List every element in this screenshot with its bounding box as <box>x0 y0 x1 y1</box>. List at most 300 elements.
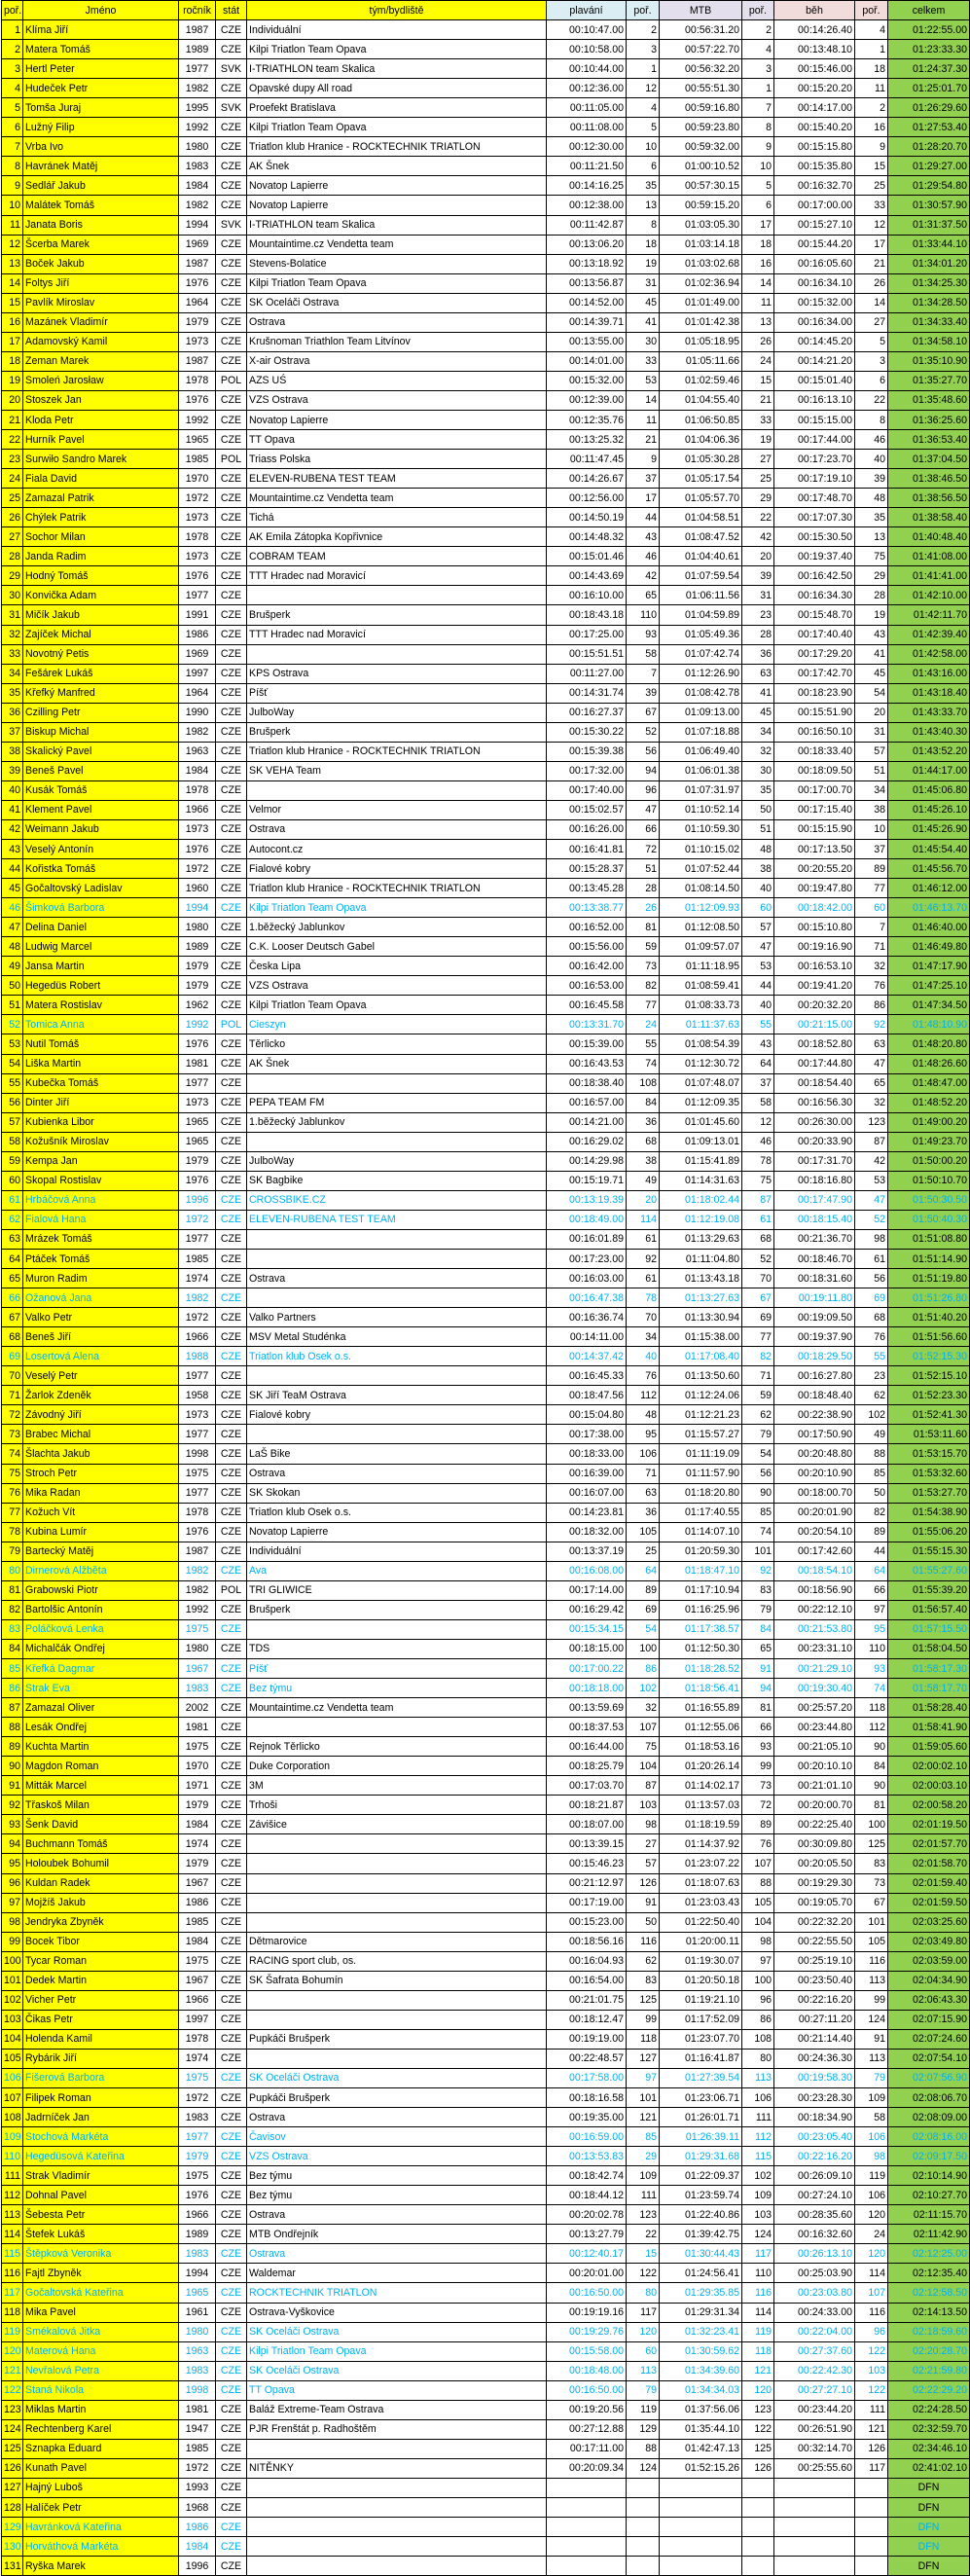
rank-cell: 100 <box>2 1951 23 1971</box>
mtb-rank-cell: 75 <box>742 1171 774 1190</box>
mtb-time-cell: 01:18:47.10 <box>660 1561 742 1580</box>
run-time-cell <box>774 2518 855 2537</box>
year-cell: 1978 <box>179 780 216 800</box>
mtb-time-cell: 01:17:08.40 <box>660 1347 742 1366</box>
run-time-cell: 00:17:48.70 <box>774 489 855 508</box>
mtb-time-cell: 01:18:07.63 <box>660 1873 742 1893</box>
name-cell: Dedek Martin <box>23 1971 179 1990</box>
year-cell: 1975 <box>179 1737 216 1757</box>
table-row <box>2 1600 970 1619</box>
run-rank-cell: 89 <box>855 859 888 879</box>
total-time-cell: DFN <box>888 2537 970 2557</box>
table-row <box>2 1971 970 1990</box>
country-cell: CZE <box>216 1464 247 1483</box>
mtb-time-cell: 01:06:49.40 <box>660 742 742 761</box>
team-cell: Dětmarovice <box>247 1932 547 1951</box>
run-rank-cell: 123 <box>855 1112 888 1132</box>
total-time-cell: DFN <box>888 2557 970 2576</box>
name-cell: Horváthová Markéta <box>23 2537 179 2557</box>
mtb-rank-cell: 1 <box>742 79 774 98</box>
total-time-cell: 02:01:19.50 <box>888 1815 970 1834</box>
swim-time-cell: 00:17:58.00 <box>547 2068 627 2087</box>
run-rank-cell: 124 <box>855 2010 888 2029</box>
mtb-time-cell: 01:07:18.88 <box>660 722 742 742</box>
run-time-cell: 00:22:12.10 <box>774 1600 855 1619</box>
run-time-cell: 00:27:11.20 <box>774 2010 855 2029</box>
mtb-rank-cell: 122 <box>742 2419 774 2439</box>
year-cell: 1979 <box>179 957 216 976</box>
swim-time-cell: 00:13:25.32 <box>547 430 627 450</box>
year-cell: 1972 <box>179 859 216 879</box>
country-cell: CZE <box>216 1151 247 1171</box>
rank-cell: 114 <box>2 2225 23 2244</box>
swim-time-cell <box>547 2518 627 2537</box>
year-cell: 1986 <box>179 625 216 644</box>
total-time-cell: 01:46:40.00 <box>888 918 970 937</box>
mtb-rank-cell: 63 <box>742 664 774 683</box>
mtb-time-cell: 01:06:11.56 <box>660 586 742 605</box>
rank-cell: 98 <box>2 1912 23 1932</box>
mtb-time-cell: 01:04:40.61 <box>660 547 742 566</box>
swim-rank-cell: 75 <box>627 1737 660 1757</box>
table-row <box>2 2186 970 2205</box>
name-cell: Mika Pavel <box>23 2303 179 2322</box>
table-row <box>2 1034 970 1054</box>
country-cell: CZE <box>216 2303 247 2322</box>
year-cell: 1965 <box>179 1132 216 1151</box>
table-row <box>2 2537 970 2557</box>
run-rank-cell: 22 <box>855 390 888 410</box>
year-cell: 1972 <box>179 1308 216 1327</box>
year-cell: 1976 <box>179 273 216 293</box>
mtb-rank-cell: 106 <box>742 2088 774 2108</box>
mtb-rank-cell: 66 <box>742 1718 774 1737</box>
swim-time-cell: 00:16:42.00 <box>547 957 627 976</box>
run-rank-cell <box>855 2537 888 2557</box>
rank-cell: 112 <box>2 2186 23 2205</box>
table-row <box>2 1229 970 1249</box>
mtb-time-cell: 01:08:42.78 <box>660 683 742 703</box>
run-time-cell: 00:16:53.10 <box>774 957 855 976</box>
year-cell: 1969 <box>179 235 216 254</box>
team-cell: AK Šnek <box>247 1054 547 1073</box>
name-cell: Gočaltovský Ladislav <box>23 879 179 898</box>
country-cell: CZE <box>216 1932 247 1951</box>
table-row <box>2 293 970 312</box>
rank-cell: 99 <box>2 1932 23 1951</box>
name-cell: Valko Petr <box>23 1308 179 1327</box>
col-name-header: Jméno <box>23 1 179 20</box>
name-cell: Šebesta Petr <box>23 2205 179 2225</box>
year-cell: 1989 <box>179 937 216 957</box>
swim-rank-cell: 15 <box>627 2244 660 2264</box>
swim-time-cell: 00:16:27.37 <box>547 703 627 722</box>
team-cell: AK Šnek <box>247 157 547 176</box>
swim-time-cell: 00:14:23.81 <box>547 1503 627 1522</box>
swim-time-cell: 00:16:43.53 <box>547 1054 627 1073</box>
country-cell: CZE <box>216 1796 247 1815</box>
name-cell: Surwiło Sandro Marek <box>23 450 179 469</box>
name-cell: Sznapka Eduard <box>23 2439 179 2458</box>
run-rank-cell: 114 <box>855 2264 888 2283</box>
team-cell: SK Bagbike <box>247 1171 547 1190</box>
swim-rank-cell: 93 <box>627 625 660 644</box>
mtb-rank-cell: 16 <box>742 254 774 273</box>
team-cell: X-air Ostrava <box>247 351 547 371</box>
run-rank-cell <box>855 2498 888 2518</box>
country-cell: CZE <box>216 1658 247 1678</box>
mtb-rank-cell: 123 <box>742 2400 774 2419</box>
swim-time-cell: 00:18:42.74 <box>547 2166 627 2186</box>
swim-rank-cell: 63 <box>627 1483 660 1503</box>
mtb-rank-cell: 9 <box>742 137 774 157</box>
country-cell: CZE <box>216 2147 247 2166</box>
swim-time-cell: 00:11:05.00 <box>547 98 627 118</box>
year-cell: 1977 <box>179 1366 216 1386</box>
total-time-cell: 01:55:27.60 <box>888 1561 970 1580</box>
rank-cell: 33 <box>2 644 23 664</box>
run-rank-cell: 14 <box>855 293 888 312</box>
rank-cell: 120 <box>2 2341 23 2361</box>
name-cell: Delina Daniel <box>23 918 179 937</box>
total-time-cell: 01:30:57.90 <box>888 196 970 215</box>
team-cell: Novatop Lapierre <box>247 1522 547 1542</box>
year-cell: 1984 <box>179 2537 216 2557</box>
name-cell: Klement Pavel <box>23 800 179 819</box>
total-time-cell: 01:51:26.80 <box>888 1288 970 1308</box>
name-cell: Ožanová Jana <box>23 1288 179 1308</box>
swim-time-cell: 00:18:33.00 <box>547 1444 627 1464</box>
country-cell: CZE <box>216 2557 247 2576</box>
rank-cell: 105 <box>2 2049 23 2068</box>
team-cell: C.K. Looser Deutsch Gabel <box>247 937 547 957</box>
team-cell <box>247 1250 547 1269</box>
rank-cell: 111 <box>2 2166 23 2186</box>
team-cell: 1.běžecký Jablunkov <box>247 1112 547 1132</box>
run-rank-cell: 33 <box>855 196 888 215</box>
swim-time-cell: 00:15:23.00 <box>547 1912 627 1932</box>
mtb-time-cell: 01:11:19.09 <box>660 1444 742 1464</box>
country-cell: CZE <box>216 2478 247 2497</box>
swim-rank-cell: 11 <box>627 410 660 429</box>
total-time-cell: 02:34:46.10 <box>888 2439 970 2458</box>
country-cell: CZE <box>216 2400 247 2419</box>
country-cell: CZE <box>216 742 247 761</box>
swim-time-cell: 00:18:07.00 <box>547 1815 627 1834</box>
run-time-cell: 00:21:15.00 <box>774 1015 855 1034</box>
table-row <box>2 489 970 508</box>
mtb-time-cell: 01:24:56.41 <box>660 2264 742 2283</box>
name-cell: Mitták Marcel <box>23 1776 179 1796</box>
mtb-rank-cell: 53 <box>742 957 774 976</box>
total-time-cell: 01:49:23.70 <box>888 1132 970 1151</box>
country-cell: CZE <box>216 1873 247 1893</box>
run-rank-cell: 88 <box>855 1444 888 1464</box>
run-rank-cell: 90 <box>855 1776 888 1796</box>
total-time-cell: 02:32:59.70 <box>888 2419 970 2439</box>
run-time-cell: 00:16:34.30 <box>774 586 855 605</box>
run-time-cell: 00:19:29.30 <box>774 1873 855 1893</box>
run-rank-cell <box>855 2557 888 2576</box>
year-cell: 1973 <box>179 1405 216 1425</box>
total-time-cell: 02:08:16.00 <box>888 2127 970 2147</box>
team-cell: Triatlon klub Hranice - ROCKTECHNIK TRIATLON <box>247 879 547 898</box>
total-time-cell: 02:07:56.90 <box>888 2068 970 2087</box>
swim-rank-cell: 33 <box>627 351 660 371</box>
run-rank-cell: 61 <box>855 1250 888 1269</box>
rank-cell: 94 <box>2 1834 23 1854</box>
run-rank-cell: 125 <box>855 1834 888 1854</box>
table-row <box>2 410 970 429</box>
rank-cell: 125 <box>2 2439 23 2458</box>
total-time-cell: 01:36:53.40 <box>888 430 970 450</box>
run-rank-cell: 37 <box>855 840 888 859</box>
swim-time-cell: 00:13:56.87 <box>547 273 627 293</box>
year-cell: 1976 <box>179 566 216 586</box>
mtb-time-cell: 01:15:38.00 <box>660 1327 742 1347</box>
rank-cell: 5 <box>2 98 23 118</box>
mtb-time-cell: 01:20:59.30 <box>660 1542 742 1561</box>
name-cell: Fialová Hana <box>23 1210 179 1229</box>
mtb-time-cell: 01:07:59.54 <box>660 566 742 586</box>
country-cell: CZE <box>216 2049 247 2068</box>
year-cell: 1969 <box>179 644 216 664</box>
run-time-cell: 00:22:38.90 <box>774 1405 855 1425</box>
rank-cell: 95 <box>2 1854 23 1873</box>
rank-cell: 42 <box>2 819 23 839</box>
mtb-time-cell: 01:16:55.89 <box>660 1698 742 1718</box>
run-rank-cell: 106 <box>855 2186 888 2205</box>
name-cell: Kožušník Miroslav <box>23 1132 179 1151</box>
swim-rank-cell: 106 <box>627 1444 660 1464</box>
mtb-rank-cell: 64 <box>742 1054 774 1073</box>
rank-cell: 47 <box>2 918 23 937</box>
mtb-time-cell: 01:08:33.73 <box>660 996 742 1015</box>
year-cell: 1979 <box>179 1151 216 1171</box>
total-time-cell: 02:11:42.90 <box>888 2225 970 2244</box>
team-cell: KPS Ostrava <box>247 664 547 683</box>
table-row <box>2 780 970 800</box>
mtb-rank-cell: 104 <box>742 1912 774 1932</box>
team-cell: Ostrava <box>247 1269 547 1288</box>
mtb-time-cell: 01:00:10.52 <box>660 157 742 176</box>
swim-time-cell: 00:15:56.00 <box>547 937 627 957</box>
run-time-cell: 00:23:44.80 <box>774 1718 855 1737</box>
team-cell: SK Jiří TeaM Ostrava <box>247 1386 547 1405</box>
rank-cell: 25 <box>2 489 23 508</box>
rank-cell: 102 <box>2 1990 23 2010</box>
name-cell: Matera Rostislav <box>23 996 179 1015</box>
name-cell: Lužný Filip <box>23 118 179 137</box>
rank-cell: 29 <box>2 566 23 586</box>
mtb-time-cell <box>660 2498 742 2518</box>
run-rank-cell: 117 <box>855 2458 888 2478</box>
total-time-cell: 01:48:10.90 <box>888 1015 970 1034</box>
team-cell: Valko Partners <box>247 1308 547 1327</box>
table-row <box>2 1151 970 1171</box>
mtb-rank-cell: 21 <box>742 390 774 410</box>
rank-cell: 89 <box>2 1737 23 1757</box>
country-cell: CZE <box>216 1308 247 1327</box>
total-time-cell: 01:24:37.30 <box>888 59 970 79</box>
total-time-cell: 01:45:06.80 <box>888 780 970 800</box>
mtb-time-cell: 01:09:13.00 <box>660 703 742 722</box>
team-cell <box>247 1619 547 1639</box>
total-time-cell: 01:45:26.90 <box>888 819 970 839</box>
swim-rank-cell: 32 <box>627 1698 660 1718</box>
swim-rank-cell: 36 <box>627 1112 660 1132</box>
rank-cell: 23 <box>2 450 23 469</box>
swim-rank-cell: 7 <box>627 664 660 683</box>
run-rank-cell: 42 <box>855 1151 888 1171</box>
swim-rank-cell: 86 <box>627 1658 660 1678</box>
swim-rank-cell: 103 <box>627 1796 660 1815</box>
swim-time-cell: 00:18:43.18 <box>547 605 627 625</box>
team-cell: Waldemar <box>247 2264 547 2283</box>
year-cell: 1985 <box>179 2439 216 2458</box>
mtb-time-cell: 01:29:31.68 <box>660 2147 742 2166</box>
mtb-time-cell: 01:20:26.14 <box>660 1757 742 1776</box>
run-time-cell: 00:21:01.10 <box>774 1776 855 1796</box>
swim-rank-cell: 13 <box>627 196 660 215</box>
year-cell: 1996 <box>179 1190 216 1210</box>
mtb-time-cell: 01:12:26.90 <box>660 664 742 683</box>
team-cell: Čavisov <box>247 2127 547 2147</box>
year-cell: 1966 <box>179 1327 216 1347</box>
mtb-rank-cell: 86 <box>742 2010 774 2029</box>
name-cell: Buchmann Tomáš <box>23 1834 179 1854</box>
country-cell: CZE <box>216 703 247 722</box>
total-time-cell: 01:44:17.00 <box>888 761 970 780</box>
year-cell: 1987 <box>179 1542 216 1561</box>
mtb-time-cell: 01:18:02.44 <box>660 1190 742 1210</box>
total-time-cell: 02:01:57.70 <box>888 1834 970 1854</box>
rank-cell: 69 <box>2 1347 23 1366</box>
rank-cell: 77 <box>2 1503 23 1522</box>
run-time-cell: 00:23:05.40 <box>774 2127 855 2147</box>
run-rank-cell: 106 <box>855 2127 888 2147</box>
total-time-cell: 02:12:25.00 <box>888 2244 970 2264</box>
mtb-rank-cell: 79 <box>742 1425 774 1444</box>
table-row <box>2 235 970 254</box>
mtb-rank-cell: 28 <box>742 625 774 644</box>
name-cell: Beneš Pavel <box>23 761 179 780</box>
swim-time-cell: 00:14:52.00 <box>547 293 627 312</box>
country-cell: CZE <box>216 1269 247 1288</box>
team-cell: ELEVEN-RUBENA TEST TEAM <box>247 469 547 489</box>
run-time-cell: 00:21:53.80 <box>774 1619 855 1639</box>
country-cell: CZE <box>216 683 247 703</box>
year-cell: 1980 <box>179 918 216 937</box>
rank-cell: 60 <box>2 1171 23 1190</box>
rank-cell: 26 <box>2 508 23 527</box>
swim-time-cell: 00:14:50.19 <box>547 508 627 527</box>
total-time-cell: 01:52:23.30 <box>888 1386 970 1405</box>
team-cell: Individuální <box>247 20 547 40</box>
total-time-cell: 01:34:25.30 <box>888 273 970 293</box>
run-time-cell: 00:21:05.10 <box>774 1737 855 1757</box>
mtb-time-cell: 01:15:57.27 <box>660 1425 742 1444</box>
swim-time-cell: 00:13:19.39 <box>547 1190 627 1210</box>
run-rank-cell: 44 <box>855 1542 888 1561</box>
year-cell: 1973 <box>179 819 216 839</box>
rank-cell: 127 <box>2 2478 23 2497</box>
table-row <box>2 98 970 118</box>
name-cell: Vrba Ivo <box>23 137 179 157</box>
run-time-cell: 00:17:50.90 <box>774 1425 855 1444</box>
name-cell: Štěpková Veronika <box>23 2244 179 2264</box>
swim-rank-cell: 35 <box>627 176 660 196</box>
rank-cell: 88 <box>2 1718 23 1737</box>
swim-time-cell: 00:16:29.02 <box>547 1132 627 1151</box>
mtb-rank-cell: 111 <box>742 2108 774 2127</box>
run-time-cell: 00:15:15.00 <box>774 410 855 429</box>
run-rank-cell: 90 <box>855 1737 888 1757</box>
mtb-time-cell: 01:08:54.39 <box>660 1034 742 1054</box>
team-cell: TDS <box>247 1639 547 1658</box>
swim-time-cell: 00:15:02.57 <box>547 800 627 819</box>
name-cell: Mika Radan <box>23 1483 179 1503</box>
table-row <box>2 1951 970 1971</box>
total-time-cell: 01:58:28.40 <box>888 1698 970 1718</box>
total-time-cell: 01:51:40.20 <box>888 1308 970 1327</box>
year-cell: 1996 <box>179 2557 216 2576</box>
swim-time-cell <box>547 2498 627 2518</box>
swim-time-cell: 00:18:38.40 <box>547 1073 627 1093</box>
swim-rank-cell: 68 <box>627 1132 660 1151</box>
swim-rank-cell: 80 <box>627 2283 660 2303</box>
rank-cell: 121 <box>2 2361 23 2380</box>
team-cell: COBRAM TEAM <box>247 547 547 566</box>
mtb-time-cell: 01:14:31.63 <box>660 1171 742 1190</box>
run-rank-cell <box>855 2518 888 2537</box>
rank-cell: 24 <box>2 469 23 489</box>
total-time-cell: 02:12:58.50 <box>888 2283 970 2303</box>
mtb-rank-cell: 58 <box>742 1093 774 1112</box>
country-cell: CZE <box>216 2225 247 2244</box>
name-cell: Sochor Milan <box>23 527 179 547</box>
year-cell: 1976 <box>179 1171 216 1190</box>
country-cell: CZE <box>216 1229 247 1249</box>
table-row <box>2 371 970 390</box>
run-time-cell: 00:15:30.50 <box>774 527 855 547</box>
mtb-rank-cell: 27 <box>742 450 774 469</box>
table-row <box>2 918 970 937</box>
table-row <box>2 1327 970 1347</box>
team-cell: SK Skokan <box>247 1483 547 1503</box>
table-row <box>2 800 970 819</box>
name-cell: Kuchta Martin <box>23 1737 179 1757</box>
table-row <box>2 957 970 976</box>
year-cell: 1983 <box>179 1679 216 1698</box>
run-rank-cell: 60 <box>855 898 888 918</box>
run-time-cell: 00:15:15.90 <box>774 819 855 839</box>
year-cell: 1973 <box>179 508 216 527</box>
run-time-cell: 00:25:03.90 <box>774 2264 855 2283</box>
team-cell: NITĚNKY <box>247 2458 547 2478</box>
team-cell: Novatop Lapierre <box>247 176 547 196</box>
rank-cell: 39 <box>2 761 23 780</box>
mtb-rank-cell: 35 <box>742 780 774 800</box>
year-cell: 1979 <box>179 1854 216 1873</box>
swim-time-cell: 00:16:52.00 <box>547 918 627 937</box>
run-rank-cell: 126 <box>855 2439 888 2458</box>
total-time-cell: 02:01:59.50 <box>888 1893 970 1912</box>
run-rank-cell: 62 <box>855 1386 888 1405</box>
name-cell: Foltys Jiří <box>23 273 179 293</box>
run-time-cell: 00:15:01.40 <box>774 371 855 390</box>
run-time-cell: 00:17:07.30 <box>774 508 855 527</box>
